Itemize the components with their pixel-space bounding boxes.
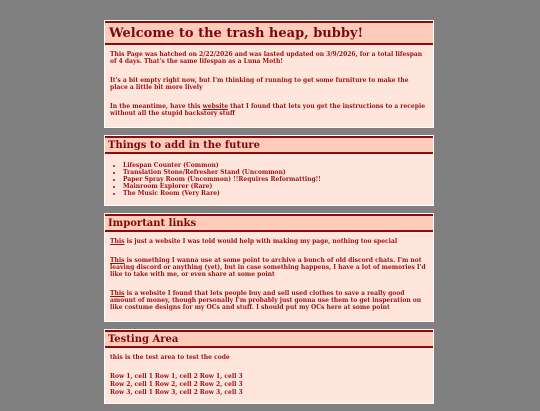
table-cell: Row 1, cell 3 (199, 373, 243, 380)
testing-intro: this is the test area to test the code (110, 354, 230, 361)
link-entry-3 (110, 290, 428, 311)
link-entry-2 (110, 257, 428, 278)
table-cell: Row 3, cell 1 (110, 389, 153, 396)
link-entry-3-text: is a website I found that lets people buy and sell used clothes to save a really good amount of money, though personally I'm probably just gonna use them to get insperation on like costume designs for my OCs and stuff. I should put my OCs here at some point (110, 290, 422, 311)
page-help-link[interactable]: This (110, 238, 125, 245)
table-row (110, 381, 245, 389)
list-item: • The Music Room (Very Rare) (123, 190, 428, 197)
future-body (105, 154, 433, 205)
link-entry-2-text: is something I wanna use at some point to archive a bunch of old discord chats. I'm not leaving discord or anything (yet), but in case something happens, I have a lot of memories I'd like to take with me, or even share at some point (110, 257, 426, 278)
discord-archive-link[interactable]: This (110, 257, 125, 264)
links-section (104, 213, 434, 322)
welcome-paragraph-2: It's a bit empty right now, but I'm thinking of running to get some furniture to make the place a little bit more lively (110, 77, 409, 91)
list-item: • Paper Spray Room (Uncommon) !!Requires Reformatting!! (123, 176, 428, 183)
testing-title: Testing Area (105, 330, 433, 348)
testing-section (104, 329, 434, 404)
welcome-section (104, 20, 434, 128)
table-row (110, 389, 245, 397)
link-entry-1-text: is just a website I was told would help with making my page, nothing too special (124, 238, 398, 245)
list-item: • Translation Stone/Refresher Stand (Uncommon) (123, 169, 428, 176)
welcome-body (105, 45, 433, 127)
list-item: • Lifespan Counter (Common) (123, 162, 428, 169)
links-title: Important links (105, 214, 433, 232)
welcome-p3-after: that I found that lets you get the instructions to a recepie without all the stupid backstory stuff (110, 103, 426, 117)
table-cell: Row 2, cell 2 (154, 381, 198, 388)
link-entry-1 (110, 238, 428, 245)
page-container (104, 20, 434, 411)
links-body (105, 232, 433, 321)
used-clothes-link[interactable]: This (110, 290, 125, 297)
table-cell: Row 2, cell 1 (110, 381, 153, 388)
table-cell: Row 2, cell 3 (199, 381, 243, 388)
welcome-paragraph-1: This Page was hatched on 2/22/2026 and was lasted updated on 3/9/2026, for a total lifespan of 4 days. That's the same lifespan as a Luna Moth! (110, 51, 423, 65)
future-title: Things to add in the future (105, 136, 433, 154)
testing-body (105, 348, 433, 403)
recipe-website-link[interactable]: website (202, 103, 229, 110)
future-section (104, 135, 434, 206)
table-cell: Row 1, cell 1 (110, 373, 153, 380)
table-cell: Row 3, cell 3 (199, 389, 243, 396)
test-table (110, 373, 245, 397)
table-row (110, 373, 245, 381)
list-item: • Mainroom Explorer (Rare) (123, 183, 428, 190)
welcome-title: Welcome to the trash heap, bubby! (105, 21, 433, 45)
table-cell: Row 3, cell 2 (154, 389, 198, 396)
table-cell: Row 1, cell 2 (154, 373, 198, 380)
welcome-paragraph-3 (110, 103, 428, 117)
welcome-p3-before: In the meantime, have this (110, 103, 203, 110)
future-list (110, 162, 428, 197)
